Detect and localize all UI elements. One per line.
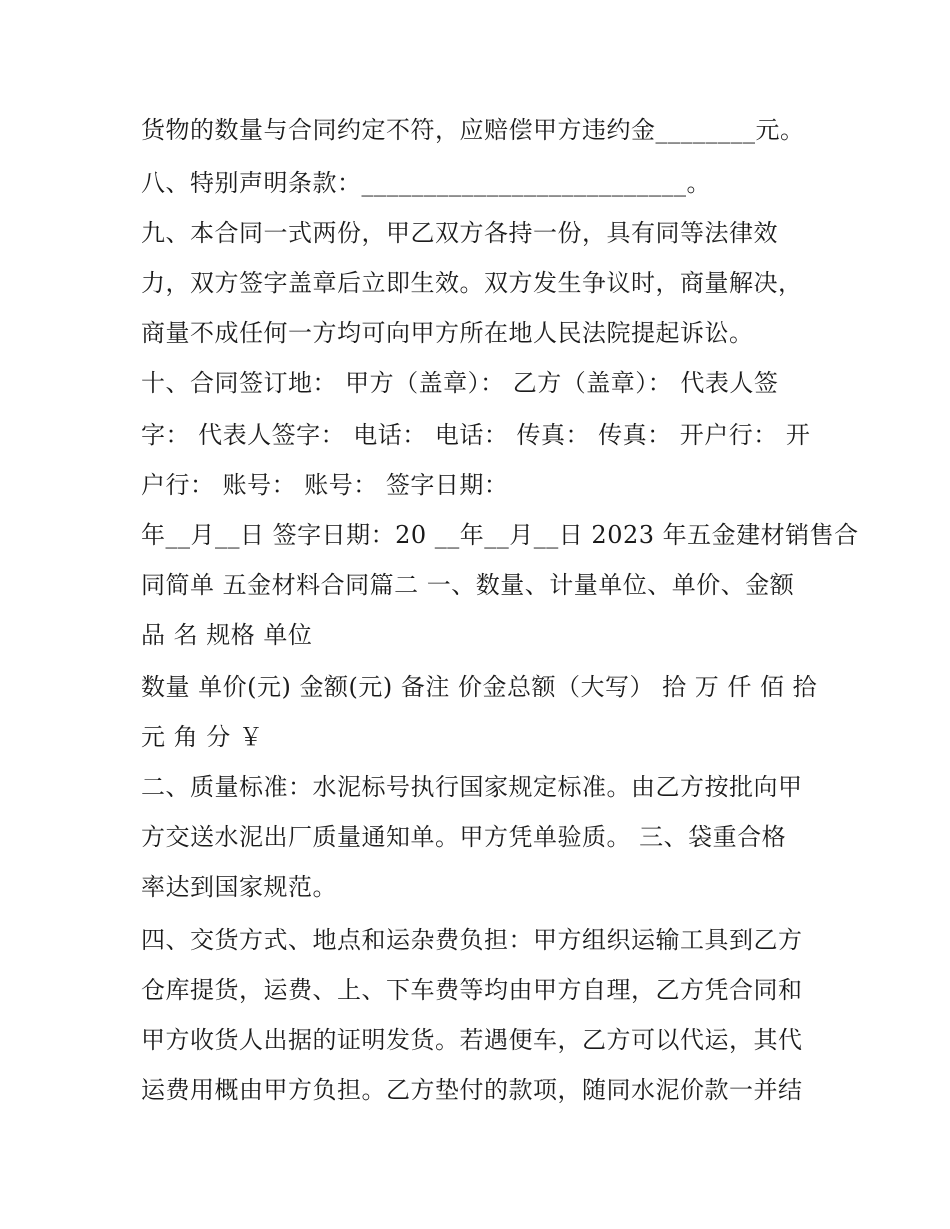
text-line: 年__月__日 签字日期：20 __年__月__日 2023 年五金建材销售合 bbox=[141, 521, 859, 549]
text-line: 品 名 规格 单位 bbox=[141, 621, 313, 649]
text-line: 运费用概由甲方负担。乙方垫付的款项，随同水泥价款一并结 bbox=[141, 1076, 803, 1104]
text-line: 甲方收货人出据的证明发货。若遇便车，乙方可以代运，其代 bbox=[141, 1026, 803, 1054]
text-line: 同简单 五金材料合同篇二 一、数量、计量单位、单价、金额 bbox=[141, 571, 795, 599]
text-line: 元 角 分 ￥ bbox=[141, 723, 264, 751]
text-line: 八、特别声明条款：__________________________。 bbox=[141, 169, 711, 197]
text-line: 力，双方签字盖章后立即生效。双方发生争议时，商量解决， bbox=[141, 269, 803, 297]
text-line: 字： 代表人签字： 电话： 电话： 传真： 传真： 开户行： 开 bbox=[141, 421, 811, 449]
text-line: 四、交货方式、地点和运杂费负担：甲方组织运输工具到乙方 bbox=[141, 926, 803, 954]
text-line: 货物的数量与合同约定不符，应赔偿甲方违约金________元。 bbox=[141, 116, 805, 144]
text-line: 方交送水泥出厂质量通知单。甲方凭单验质。 三、袋重合格 bbox=[141, 823, 787, 851]
text-line: 九、本合同一式两份，甲乙双方各持一份，具有同等法律效 bbox=[141, 219, 778, 247]
text-line: 十、合同签订地： 甲方（盖章）： 乙方（盖章）： 代表人签 bbox=[141, 369, 779, 397]
text-line: 商量不成任何一方均可向甲方所在地人民法院提起诉讼。 bbox=[141, 319, 754, 347]
text-line: 率达到国家规范。 bbox=[141, 873, 337, 901]
text-line: 二、质量标准：水泥标号执行国家规定标准。由乙方按批向甲 bbox=[141, 773, 803, 801]
text-line: 户行： 账号： 账号： 签字日期： bbox=[141, 471, 509, 499]
text-line: 仓库提货，运费、上、下车费等均由甲方自理，乙方凭合同和 bbox=[141, 976, 803, 1004]
text-line: 数量 单价(元) 金额(元) 备注 价金总额（大写） 拾 万 仟 佰 拾 bbox=[141, 673, 818, 701]
